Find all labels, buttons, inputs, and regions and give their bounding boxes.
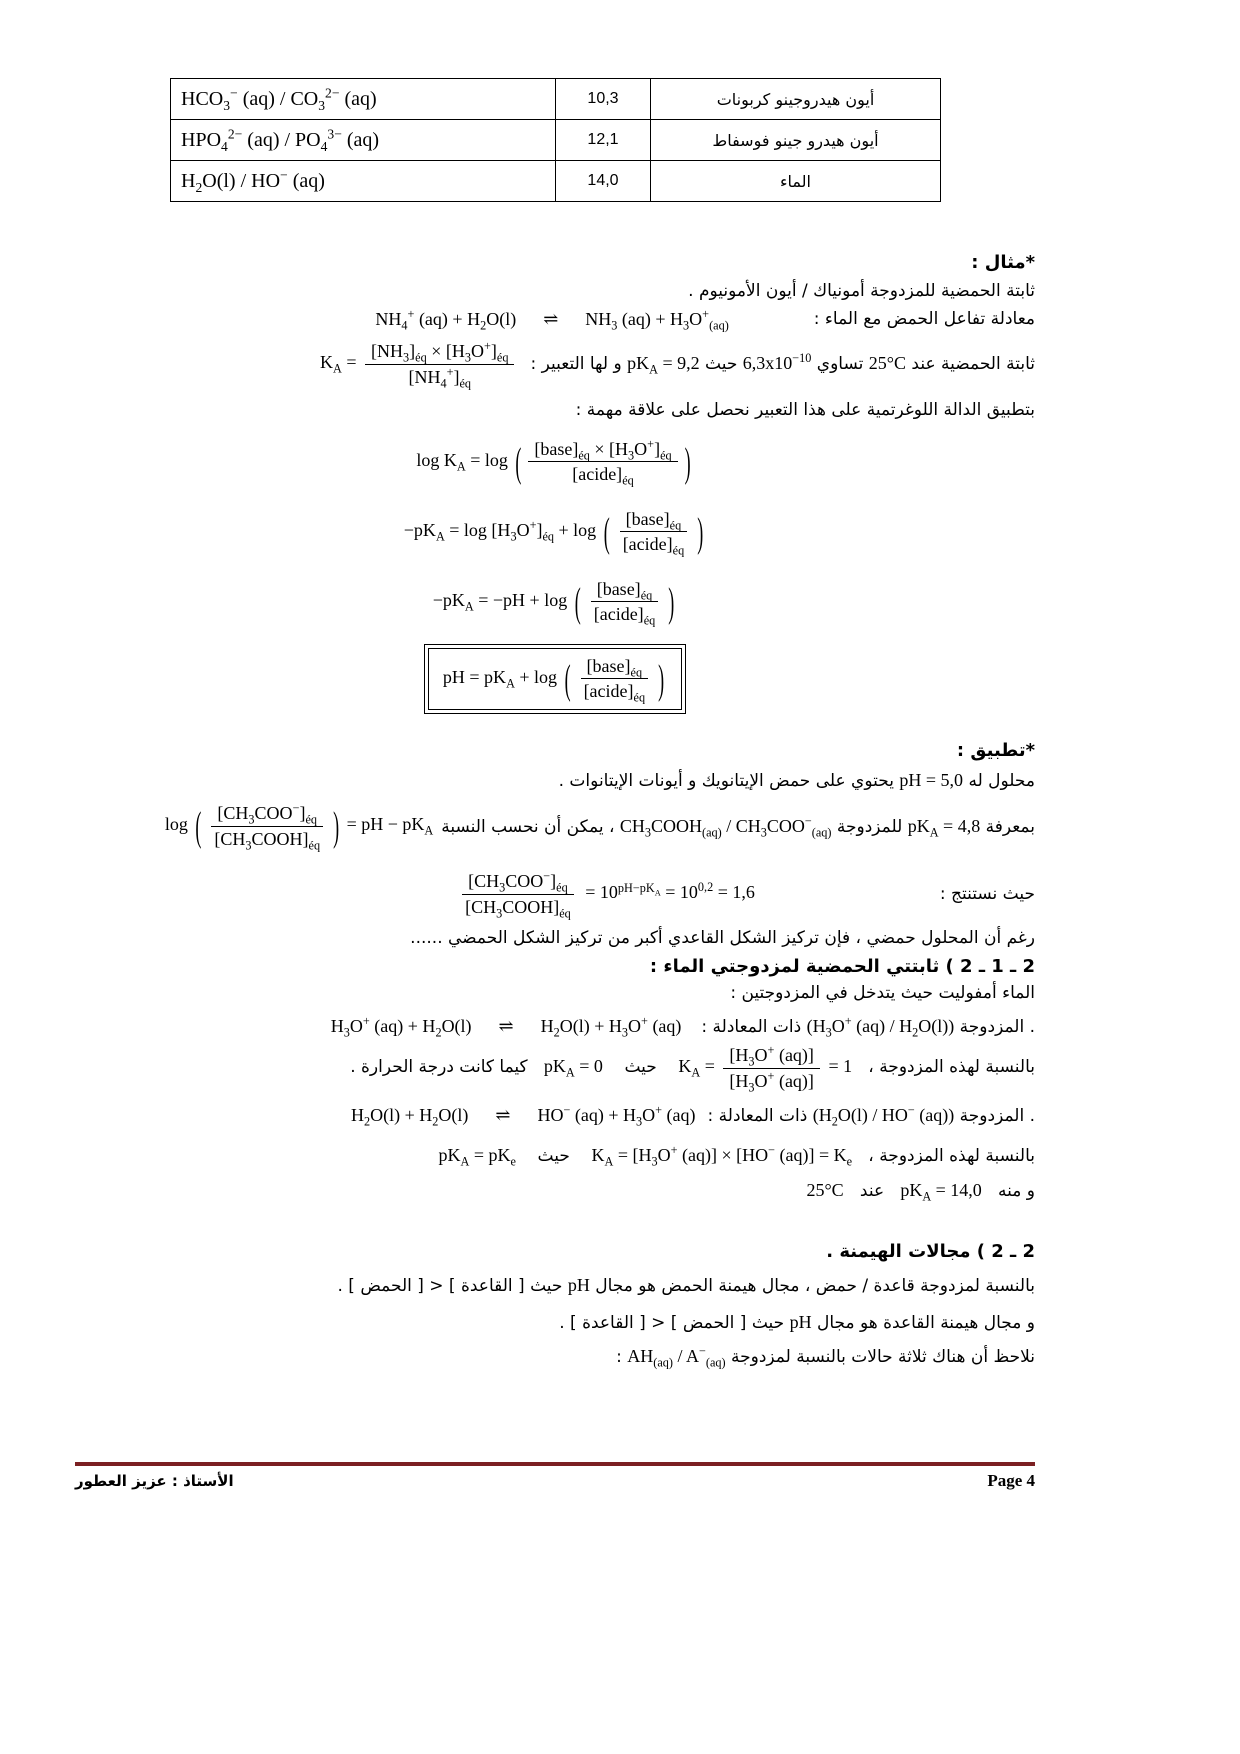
water-amphoteric-line: الماء أمفوليت حيث يتدخل في المزدوجتين : — [730, 983, 1035, 1004]
pka-value: 12,1 — [556, 120, 651, 161]
couple-cell: $HPO_4^{2-}$ $(aq) / PO_4^{3-}$ (aq) — [171, 120, 556, 161]
ka-expression: $K_A$ = $\frac{[NH_3]_{éq} \times [H_3O^+]_{éq}}{[NH_4^+]_{éq}}$ — [320, 340, 518, 388]
autoprotolysis-equation: $H_2O(l) + H_2O(l)$ ⇌ HO− $(aq) + H_3O^+$ (aq) — [351, 1103, 696, 1129]
acid-water-equation: $NH_4^+$ $(aq) + H_2O(l)$ ⇌ $NH_3$ $(aq) + H_3O^+_{(aq)}$ — [375, 306, 729, 333]
couple-name: الماء — [651, 161, 941, 202]
footer-teacher-name: الأستاذ : عزيز العطور — [75, 1472, 234, 1490]
deduction-line — [75, 869, 1035, 921]
log-derivation-note: بتطبيق الدالة اللوغرتمية على هذا التعبير نحصل على علاقة مهمة : — [575, 400, 1035, 421]
ka-definition-line — [75, 339, 1035, 391]
hydronium-couple-equation: $H_3O^+$ $(aq) + H_2O(l)$ ⇌ $H_2O(l) + H_3O^+$ (aq) — [330, 1013, 682, 1040]
pka-ph-equation: $-pK_A = -pH + \log$ ( $\frac{[base]_{éq}}{[acide]_{éq}}$ ) — [432, 578, 675, 628]
example-intro: ثابتة الحمضية للمزدوجة أمونياك / أيون الأمونيوم . — [688, 281, 1035, 302]
log-ka-equation: $\log K_A = \log$ ( $\frac{[base]_{éq} \times [H_3O^+]_{éq}}{[acide]_{éq}}$ ) — [416, 436, 691, 488]
acid-water-reaction-line — [75, 307, 1035, 333]
ratio-value-equation: $\frac{[CH_3COO^-]_{éq}}{[CH_3COOH]_{éq}}$ = $10^{pH-pK_A} = 10^{0,2} = 1,6$ — [455, 870, 755, 918]
table-row — [171, 161, 941, 202]
water-couples-heading: 2 ـ 1 ـ 2 ) ثابتتي الحمضية لمزدوجتي الماء : — [649, 955, 1035, 977]
henderson-equation-row — [75, 648, 1035, 710]
hydronium-couple-label: . المزدوجة ($H_3O^+$ $(aq) / H_2O(l)$) ذات المعادلة : — [701, 1013, 1035, 1040]
couple-cell: $HCO_3^-$ $(aq) / CO_3^{2-}$ (aq) — [171, 79, 556, 120]
couple-name: أيون هيدرو جينو فوسفاط — [651, 120, 941, 161]
hydroxide-couple-note: بالنسبة لهذه المزدوجة ، $K_A = [H_3O^+$ (aq)] × [HO− $(aq)] = K_e$ حيث $pK_A = pK_e$ — [438, 1142, 1035, 1169]
pka-value: 10,3 — [556, 79, 651, 120]
pka-value: 14,0 — [556, 161, 651, 202]
footer-divider — [75, 1462, 1035, 1466]
example-heading: *مثال : — [971, 252, 1035, 273]
page-footer — [75, 1462, 1035, 1491]
henderson-equation-boxed: pH = $pK_A + \log$ ( $\frac{[base]_{éq}}{[acide]_{éq}}$ ) — [428, 648, 682, 710]
ratio-equation: log ( $\frac{[CH_3COO^-]_{éq}}{[CH_3COOH]_{éq}}$ ) = pH − $pK_A$ — [164, 801, 434, 853]
application-conclusion: رغم أن المحلول حمضي ، فإن تركيز الشكل القاعدي أكبر من تركيز الشكل الحمضي ...... — [410, 928, 1035, 949]
pka-ph-equation-row — [75, 578, 1035, 626]
hydronium-couple-line — [75, 1013, 1035, 1041]
table-row — [171, 79, 941, 120]
application-intro: محلول له pH = 5,0 يحتوي على حمض الإيتانويك و أيونات الإيتانوات . — [558, 769, 1035, 791]
base-domain-line: و مجال هيمنة القاعدة هو مجال pH حيث [ الحمض ] < [ القاعدة ] . — [559, 1312, 1035, 1334]
hydronium-couple-note: بالنسبة لهذه المزدوجة ، $K_A$ = $\frac{[H_3O^+ (aq)]}{[H_3O^+ (aq)]}$ = 1 حيث $pK_A = 0$ كيما كانت درجة الحرارة . — [350, 1043, 1035, 1095]
hydroxide-couple-label: . المزدوجة ($H_2O(l) / HO^-$ (aq)) ذات المعادلة : — [707, 1103, 1035, 1129]
couple-cell: $H_2O(l) / HO^-$ (aq) — [171, 161, 556, 202]
predominance-heading: 2 ـ 2 ) مجالات الهيمنة . — [826, 1240, 1035, 1262]
pka-log-equation-row — [75, 508, 1035, 556]
pke-conclusion: و منه $pK_A = 14,0$ عند 25°C — [806, 1180, 1035, 1204]
footer-row — [75, 1471, 1035, 1491]
application-heading: *تطبيق : — [956, 739, 1035, 761]
hydroxide-couple-line — [75, 1102, 1035, 1130]
three-cases-line: نلاحظ أن هناك ثلاثة حالات بالنسبة لمزدوجة $AH_{(aq)} / A^-_{(aq)}$ : — [616, 1343, 1035, 1370]
acid-water-reaction-label: معادلة تفاعل الحمض مع الماء : — [813, 308, 1035, 329]
ratio-knowledge-line — [75, 801, 1035, 853]
log-ka-equation-row — [75, 438, 1035, 486]
couple-name: أيون هيدروجينو كربونات — [651, 79, 941, 120]
ratio-knowledge-label: بمعرفة $pK_A = 4,8$ للمزدوجة $CH_3COOH_{(aq)} / CH_3COO^-_{(aq)}$ ، يمكن أن نحسب النسبة — [441, 813, 1035, 840]
pka-table — [170, 78, 941, 202]
pka-log-equation: $-pK_A = \log [H_3O^+]_{éq} + \log$ ( $\frac{[base]_{éq}}{[acide]_{éq}}$ ) — [403, 508, 704, 558]
deduction-label: حيث نستنتج : — [939, 883, 1035, 904]
ka-definition-label: ثابتة الحمضية عند 25°C تساوي $6,3x10^{-10}$ حيث $pK_A = 9,2$ و لها التعبير : — [530, 351, 1035, 378]
acid-domain-line: بالنسبة لمزدوجة قاعدة / حمض ، مجال هيمنة الحمض هو مجال pH حيث [ القاعدة ] < [ الحمض ] . — [337, 1274, 1035, 1296]
table-row — [171, 120, 941, 161]
footer-page-number: Page 4 — [987, 1471, 1035, 1490]
